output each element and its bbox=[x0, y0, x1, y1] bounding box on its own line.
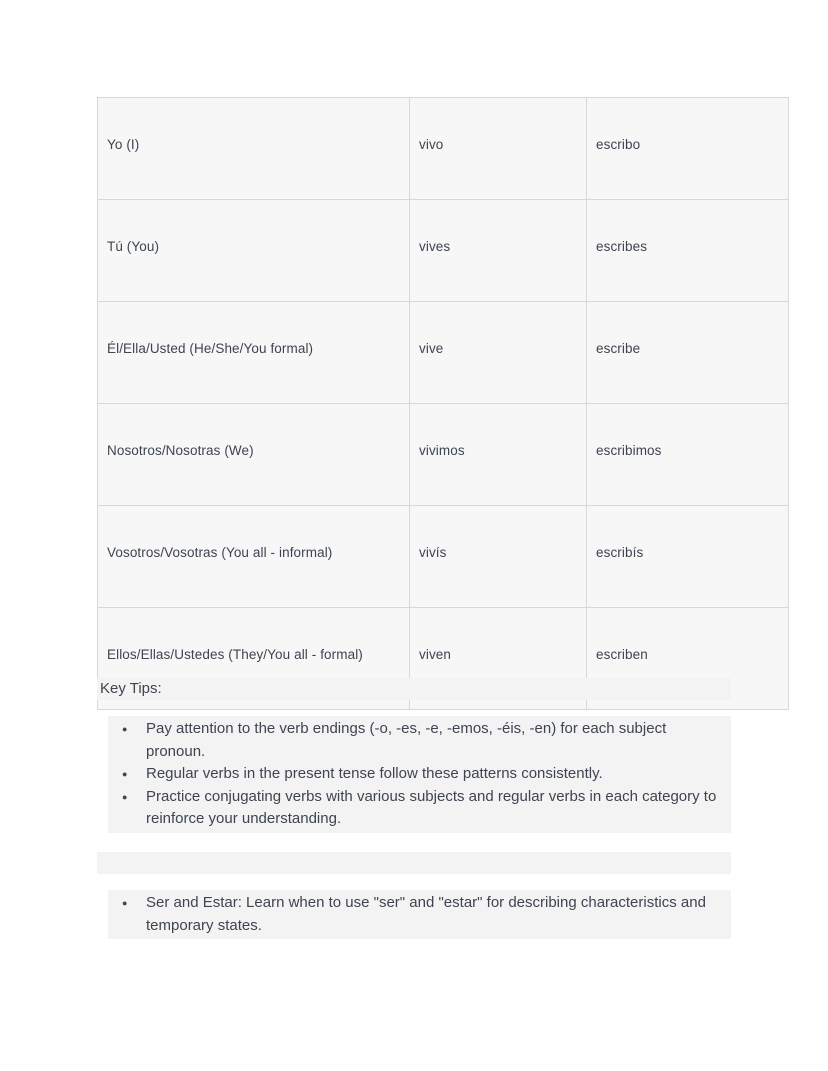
escribir-cell: escribís bbox=[587, 506, 789, 608]
tip-text: Pay attention to the verb endings (-o, -es, -e, -emos, -éis, -en) for each subject pronoun. bbox=[146, 720, 667, 760]
bullet-icon: ● bbox=[122, 898, 128, 908]
pronoun-cell: Vosotros/Vosotras (You all - informal) bbox=[98, 506, 410, 608]
table-row bbox=[98, 506, 789, 608]
escribir-cell: escribes bbox=[587, 200, 789, 302]
table-row bbox=[98, 302, 789, 404]
vivir-cell: vives bbox=[410, 200, 587, 302]
vivir-cell: viven bbox=[410, 608, 587, 710]
bullet-icon: ● bbox=[122, 791, 128, 802]
conjugation-table bbox=[97, 97, 731, 710]
escribir-cell: escriben bbox=[587, 608, 789, 710]
bullet-icon: ● bbox=[122, 724, 128, 734]
list-item bbox=[108, 718, 731, 763]
escribir-cell: escribe bbox=[587, 302, 789, 404]
vivir-cell: vive bbox=[410, 302, 587, 404]
empty-paragraph-strip bbox=[97, 852, 731, 874]
vivir-cell: vivimos bbox=[410, 404, 587, 506]
key-tips-heading: Key Tips: bbox=[97, 678, 731, 700]
list-item bbox=[108, 763, 731, 786]
list-item bbox=[108, 786, 731, 831]
table-row bbox=[98, 200, 789, 302]
table-row bbox=[98, 98, 789, 200]
escribir-cell: escribimos bbox=[587, 404, 789, 506]
pronoun-cell: Yo (I) bbox=[98, 98, 410, 200]
vivir-cell: vivo bbox=[410, 98, 587, 200]
key-tips-list bbox=[108, 716, 731, 833]
pronoun-cell: Tú (You) bbox=[98, 200, 410, 302]
tip-text: Regular verbs in the present tense follow these patterns consistently. bbox=[146, 765, 603, 782]
table-row bbox=[98, 404, 789, 506]
pronoun-cell: Nosotros/Nosotras (We) bbox=[98, 404, 410, 506]
pronoun-cell: Ellos/Ellas/Ustedes (They/You all - formal) bbox=[98, 608, 410, 710]
bullet-icon: ● bbox=[122, 769, 128, 779]
vivir-cell: vivís bbox=[410, 506, 587, 608]
pronoun-cell: Él/Ella/Usted (He/She/You formal) bbox=[98, 302, 410, 404]
tip-text: Ser and Estar: Learn when to use "ser" and "estar" for describing characteristics and temporary states. bbox=[146, 894, 706, 934]
list-item bbox=[108, 892, 731, 937]
escribir-cell: escribo bbox=[587, 98, 789, 200]
tip-text: Practice conjugating verbs with various subjects and regular verbs in each category to reinforce your understanding. bbox=[146, 787, 717, 827]
additional-tips-list bbox=[108, 890, 731, 939]
